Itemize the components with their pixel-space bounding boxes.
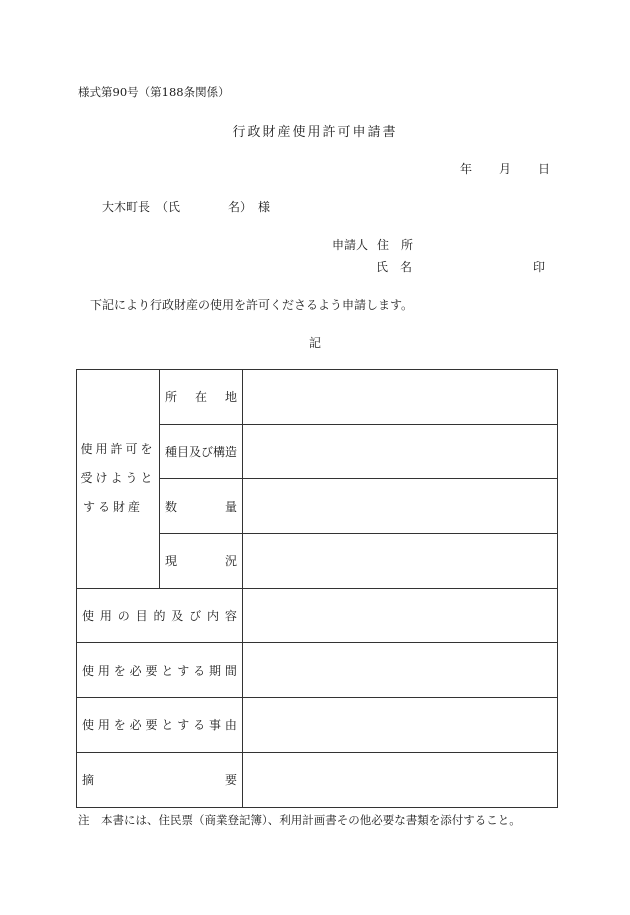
form-number: 様式第90号（第188条関係） [78, 85, 230, 99]
body-text: 下記により行政財産の使用を許可くださるよう申請します。 [90, 298, 414, 312]
row-label-type-structure: 種目及び構造 [160, 424, 243, 479]
date-month-label: 月 [499, 162, 512, 176]
condition-field[interactable] [243, 534, 558, 589]
row-label-location: 所 在 地 [160, 370, 243, 425]
row-label-period: 使 用 を 必 要 と す る 期 間 [77, 643, 243, 698]
table-row [77, 370, 558, 425]
seal-mark: 印 [533, 260, 546, 274]
period-field[interactable] [243, 643, 558, 698]
address-label: 住 所 [377, 238, 414, 252]
type-structure-field[interactable] [243, 424, 558, 479]
date-year-label: 年 [460, 162, 473, 176]
applicant-address-line [332, 236, 413, 253]
purpose-field[interactable] [243, 588, 558, 643]
row-label-remarks: 摘 要 [77, 752, 243, 807]
quantity-field[interactable] [243, 479, 558, 534]
page-title: 行政財産使用許可申請書 [232, 125, 398, 140]
table-row [77, 588, 558, 643]
footnote: 注 本書には、住民票（商業登記簿）、利用計画書その他必要な書類を添付すること。 [78, 813, 521, 827]
table-row [77, 752, 558, 807]
applicant-name-label: 氏 名 [376, 260, 413, 274]
ki-heading: 記 [308, 336, 321, 350]
table-row [77, 698, 558, 753]
applicant-label: 申請人 [332, 238, 369, 252]
row-label-purpose: 使 用 の 目 的 及 び 内 容 [77, 588, 243, 643]
row-label-reason: 使 用 を 必 要 と す る 事 由 [77, 698, 243, 753]
application-table [76, 369, 558, 808]
date-day-label: 日 [538, 162, 551, 176]
remarks-field[interactable] [243, 752, 558, 807]
row-label-condition: 現 況 [160, 534, 243, 589]
date-line [460, 160, 550, 177]
property-group-label: 使用許可を 受けようと する財産 [77, 370, 160, 589]
reason-field[interactable] [243, 698, 558, 753]
row-label-quantity: 数 量 [160, 479, 243, 534]
addressee: 大木町長 （氏 名） 様 [102, 200, 271, 214]
table-row [77, 643, 558, 698]
location-field[interactable] [243, 370, 558, 425]
